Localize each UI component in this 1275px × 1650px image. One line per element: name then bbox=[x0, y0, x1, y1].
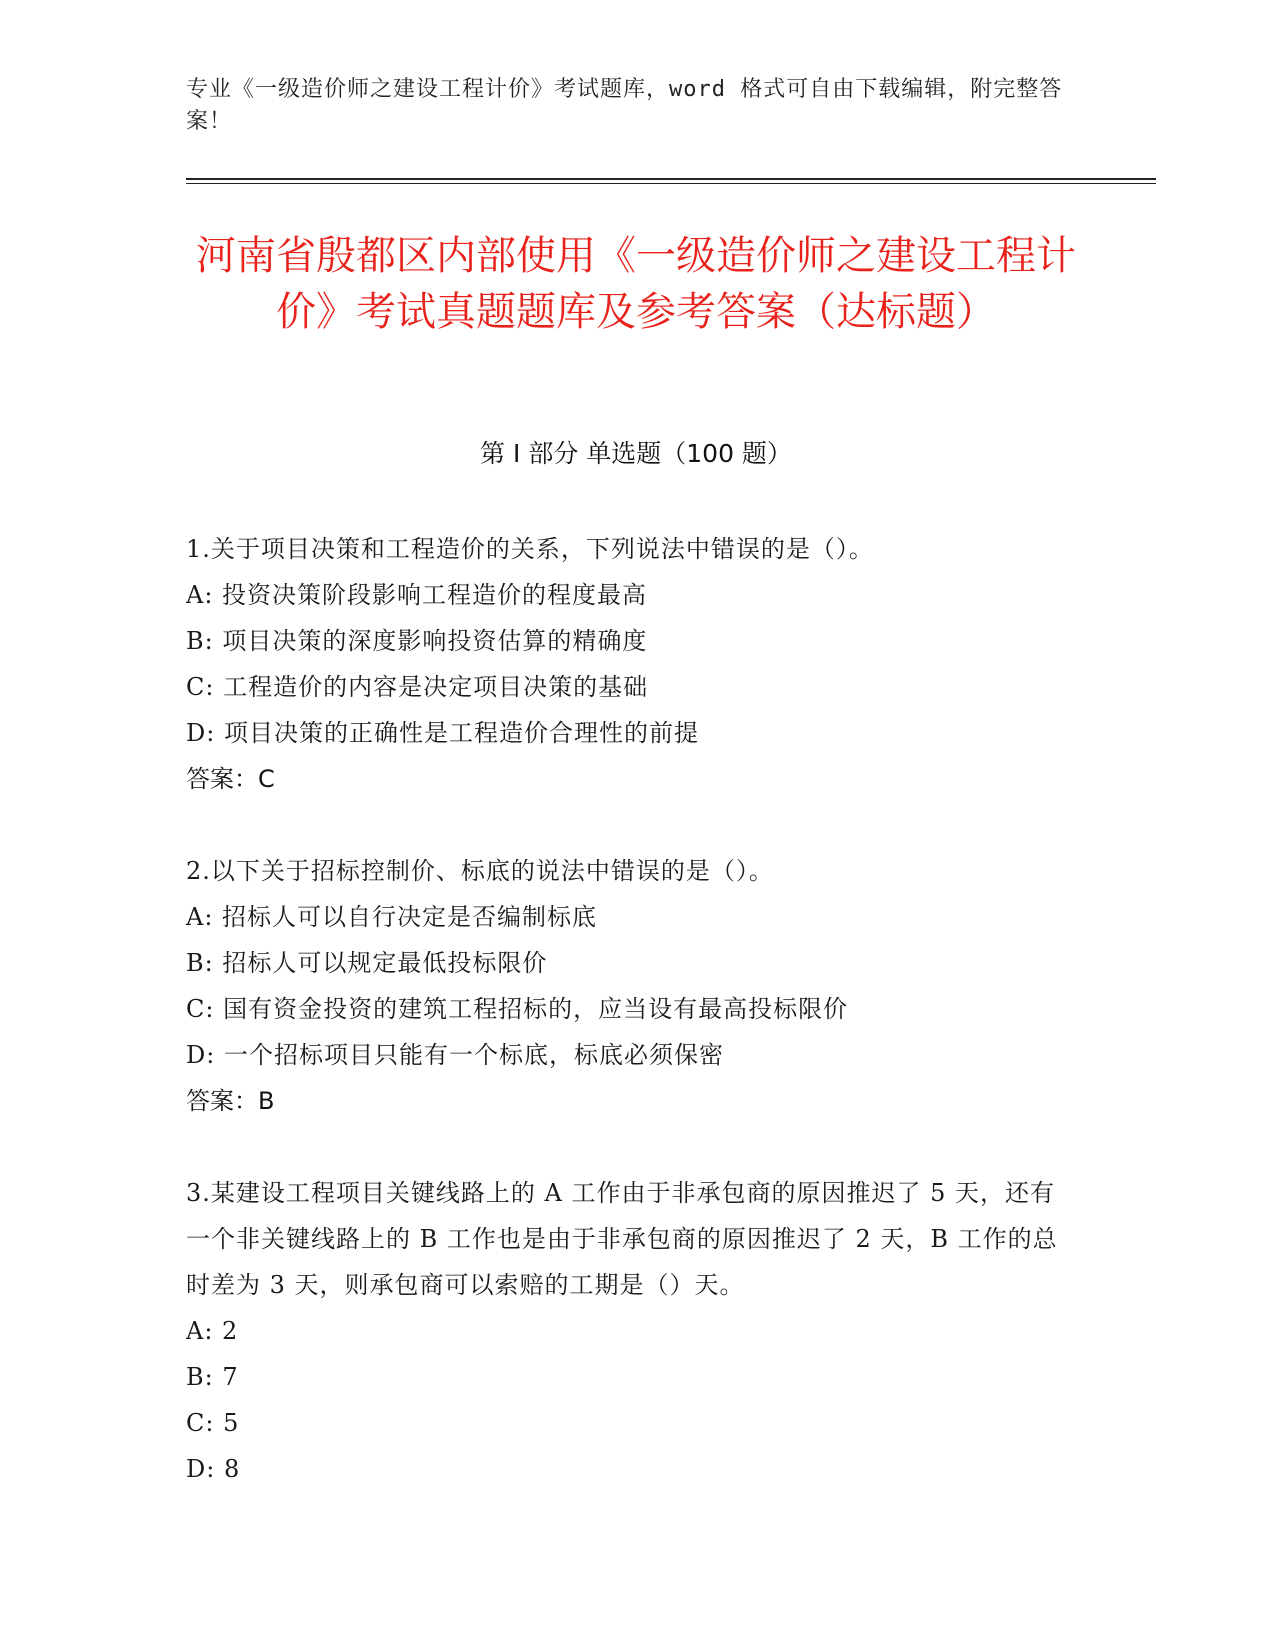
option-c: C: 国有资金投资的建筑工程招标的，应当设有最高投标限价 bbox=[186, 995, 849, 1023]
option-d: D: 8 bbox=[186, 1455, 241, 1483]
question-3 bbox=[186, 1170, 1066, 1492]
question-list bbox=[186, 526, 1066, 1538]
option-d: D: 项目决策的正确性是工程造价合理性的前提 bbox=[186, 719, 699, 747]
option-b: B: 项目决策的深度影响投资估算的精确度 bbox=[186, 627, 648, 655]
question-2 bbox=[186, 848, 1066, 1124]
option-a: A: 2 bbox=[186, 1317, 239, 1345]
option-a: A: 投资决策阶段影响工程造价的程度最高 bbox=[186, 581, 648, 609]
header-rule-thin bbox=[186, 183, 1156, 184]
option-b: B: 7 bbox=[186, 1363, 239, 1391]
question-stem: 2.以下关于招标控制价、标底的说法中错误的是（）。 bbox=[186, 857, 774, 885]
header-rule-thick bbox=[186, 178, 1156, 180]
option-a: A: 招标人可以自行决定是否编制标底 bbox=[186, 903, 598, 931]
header-note: 专业《一级造价师之建设工程计价》考试题库，word 格式可自由下载编辑，附完整答案！ bbox=[186, 77, 1063, 134]
option-c: C: 工程造价的内容是决定项目决策的基础 bbox=[186, 673, 649, 701]
answer: 答案：B bbox=[186, 1087, 275, 1115]
option-d: D: 一个招标项目只能有一个标底，标底必须保密 bbox=[186, 1041, 724, 1069]
option-c: C: 5 bbox=[186, 1409, 240, 1437]
question-stem: 3.某建设工程项目关键线路上的 A 工作由于非承包商的原因推迟了 5 天，还有一个非关键线路上的 B 工作也是由于非承包商的原因推迟了 2 天，B 工作的总时差为 3 天，则承包商可以索赔的工期是（）天。 bbox=[186, 1179, 1058, 1299]
question-stem: 1.关于项目决策和工程造价的关系，下列说法中错误的是（）。 bbox=[186, 535, 874, 563]
section-heading: 第 I 部分 单选题（100 题） bbox=[480, 439, 792, 468]
option-b: B: 招标人可以规定最低投标限价 bbox=[186, 949, 548, 977]
document-title: 河南省殷都区内部使用《一级造价师之建设工程计价》考试真题题库及参考答案（达标题） bbox=[196, 233, 1076, 335]
question-1 bbox=[186, 526, 1066, 802]
answer: 答案：C bbox=[186, 765, 275, 793]
